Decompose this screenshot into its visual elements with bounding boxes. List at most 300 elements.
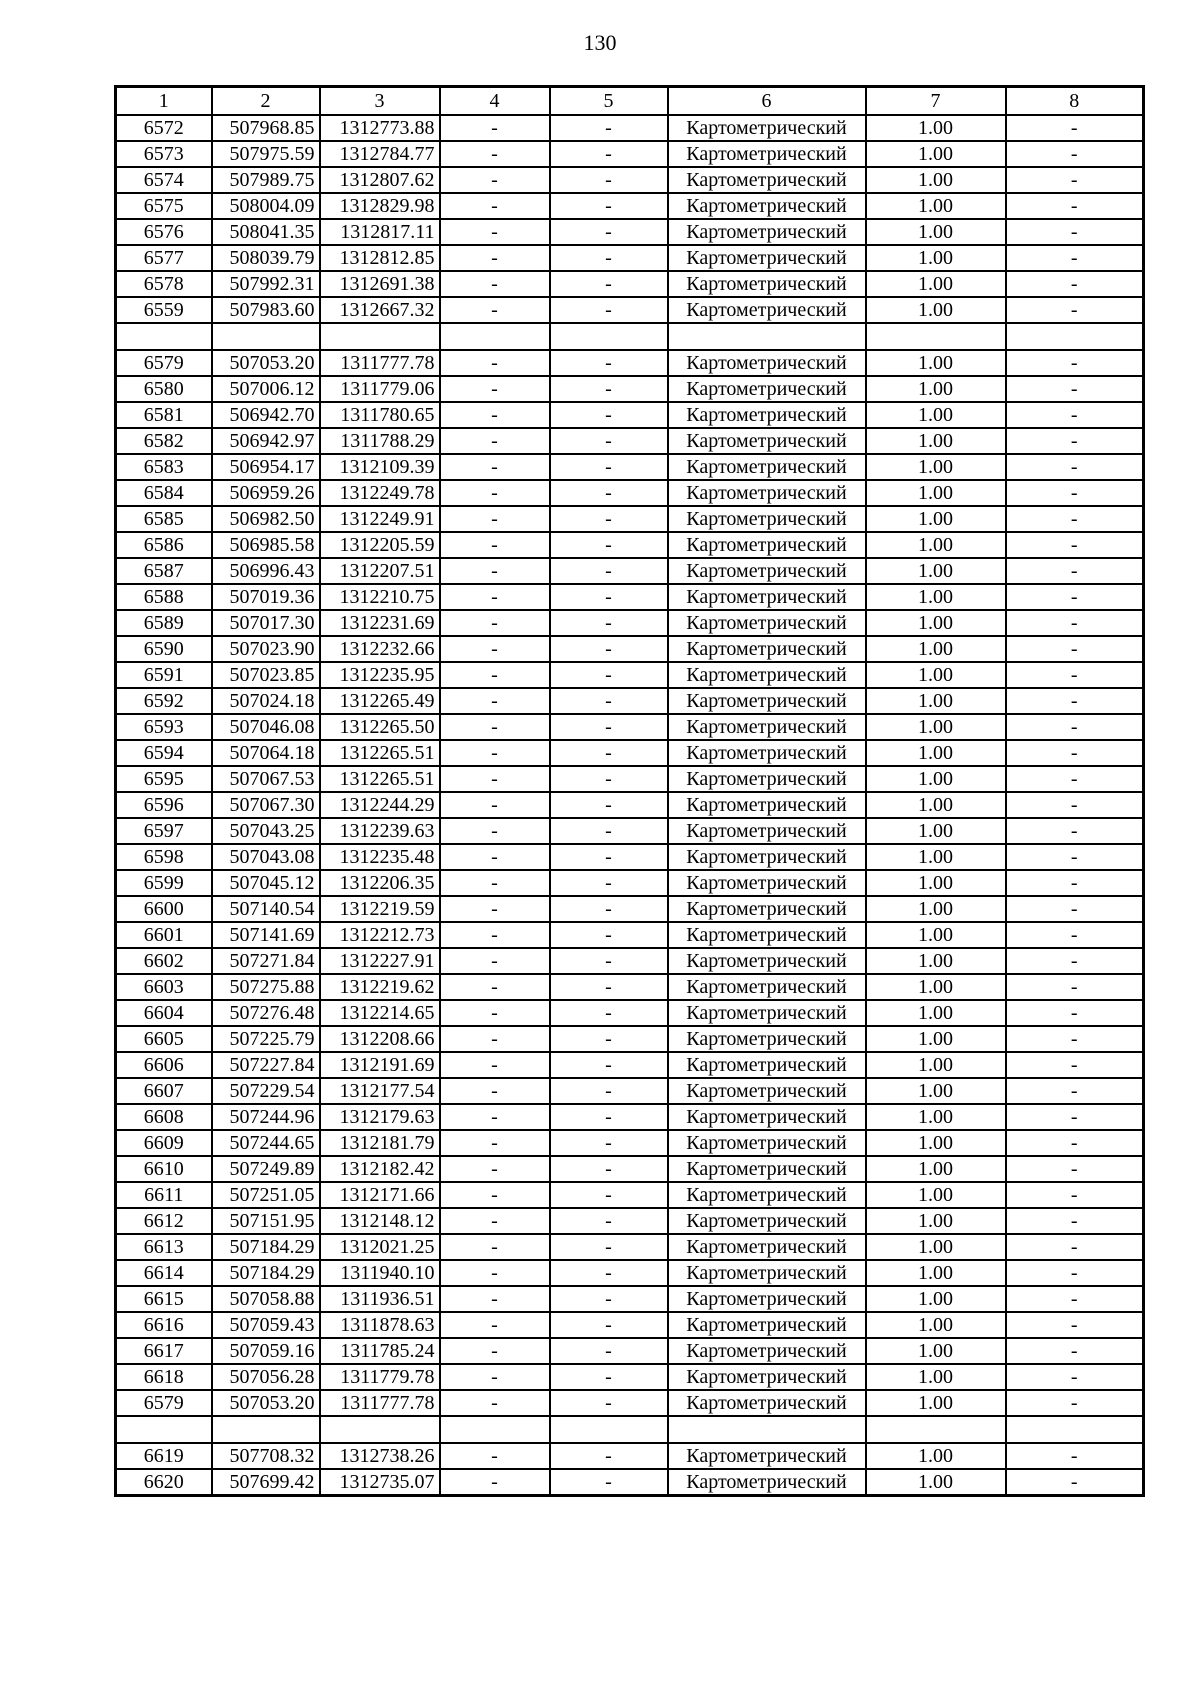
table-row [116, 636, 1144, 662]
col4-cell: - [440, 1234, 550, 1260]
point-number-cell: 6583 [116, 454, 212, 480]
method-cell: Картометрический [668, 1469, 866, 1496]
table-row [116, 323, 1144, 350]
method-cell: Картометрический [668, 688, 866, 714]
y-coordinate-cell: 1312265.51 [320, 766, 440, 792]
col8-cell: - [1006, 688, 1144, 714]
point-number-cell: 6574 [116, 167, 212, 193]
method-cell: Картометрический [668, 115, 866, 141]
table-row [116, 1104, 1144, 1130]
col5-cell: - [550, 558, 668, 584]
col4-cell: - [440, 1443, 550, 1469]
y-coordinate-cell: 1312239.63 [320, 818, 440, 844]
coordinates-table [114, 85, 1145, 1497]
x-coordinate-cell: 507989.75 [212, 167, 320, 193]
col5-cell: - [550, 167, 668, 193]
table-row [116, 193, 1144, 219]
x-coordinate-cell: 506942.97 [212, 428, 320, 454]
point-number-cell: 6616 [116, 1312, 212, 1338]
y-coordinate-cell: 1312205.59 [320, 532, 440, 558]
method-cell: Картометрический [668, 1443, 866, 1469]
col4-cell: - [440, 428, 550, 454]
col5-cell: - [550, 1469, 668, 1496]
point-number-cell: 6619 [116, 1443, 212, 1469]
y-coordinate-cell: 1312227.91 [320, 948, 440, 974]
y-coordinate-cell [320, 323, 440, 350]
y-coordinate-cell: 1311779.78 [320, 1364, 440, 1390]
col8-cell: - [1006, 271, 1144, 297]
x-coordinate-cell: 507225.79 [212, 1026, 320, 1052]
col4-cell: - [440, 740, 550, 766]
method-cell: Картометрический [668, 245, 866, 271]
col5-cell: - [550, 141, 668, 167]
col4-cell: - [440, 1286, 550, 1312]
point-number-cell: 6572 [116, 115, 212, 141]
method-cell: Картометрический [668, 454, 866, 480]
table-row [116, 167, 1144, 193]
header-cell: 8 [1006, 87, 1144, 116]
accuracy-cell: 1.00 [866, 1052, 1006, 1078]
col8-cell: - [1006, 610, 1144, 636]
col8-cell [1006, 1416, 1144, 1443]
accuracy-cell: 1.00 [866, 1026, 1006, 1052]
method-cell: Картометрический [668, 506, 866, 532]
y-coordinate-cell: 1312212.73 [320, 922, 440, 948]
col8-cell: - [1006, 141, 1144, 167]
method-cell: Картометрический [668, 558, 866, 584]
col8-cell: - [1006, 922, 1144, 948]
x-coordinate-cell: 507059.16 [212, 1338, 320, 1364]
point-number-cell: 6604 [116, 1000, 212, 1026]
col4-cell: - [440, 1052, 550, 1078]
y-coordinate-cell: 1312191.69 [320, 1052, 440, 1078]
col8-cell: - [1006, 870, 1144, 896]
col5-cell: - [550, 1026, 668, 1052]
accuracy-cell: 1.00 [866, 1000, 1006, 1026]
method-cell: Картометрический [668, 1260, 866, 1286]
x-coordinate-cell: 507023.85 [212, 662, 320, 688]
table-row [116, 558, 1144, 584]
point-number-cell: 6595 [116, 766, 212, 792]
col8-cell: - [1006, 1364, 1144, 1390]
method-cell: Картометрический [668, 219, 866, 245]
y-coordinate-cell: 1312109.39 [320, 454, 440, 480]
col5-cell: - [550, 1312, 668, 1338]
table-row [116, 1130, 1144, 1156]
x-coordinate-cell: 508004.09 [212, 193, 320, 219]
table-row [116, 1260, 1144, 1286]
col5-cell [550, 323, 668, 350]
accuracy-cell: 1.00 [866, 1156, 1006, 1182]
y-coordinate-cell: 1312208.66 [320, 1026, 440, 1052]
col5-cell: - [550, 115, 668, 141]
point-number-cell: 6596 [116, 792, 212, 818]
col5-cell: - [550, 506, 668, 532]
y-coordinate-cell: 1311779.06 [320, 376, 440, 402]
method-cell: Картометрический [668, 1156, 866, 1182]
x-coordinate-cell: 508039.79 [212, 245, 320, 271]
accuracy-cell: 1.00 [866, 350, 1006, 376]
point-number-cell: 6613 [116, 1234, 212, 1260]
method-cell: Картометрический [668, 662, 866, 688]
col4-cell: - [440, 1390, 550, 1416]
method-cell: Картометрический [668, 1026, 866, 1052]
table-row [116, 1312, 1144, 1338]
col8-cell: - [1006, 245, 1144, 271]
y-coordinate-cell: 1312817.11 [320, 219, 440, 245]
point-number-cell: 6580 [116, 376, 212, 402]
col8-cell: - [1006, 297, 1144, 323]
col8-cell: - [1006, 1000, 1144, 1026]
header-cell: 1 [116, 87, 212, 116]
point-number-cell: 6612 [116, 1208, 212, 1234]
col5-cell: - [550, 350, 668, 376]
col5-cell: - [550, 792, 668, 818]
col5-cell: - [550, 610, 668, 636]
y-coordinate-cell: 1311878.63 [320, 1312, 440, 1338]
x-coordinate-cell: 507017.30 [212, 610, 320, 636]
header-cell: 3 [320, 87, 440, 116]
table-row [116, 844, 1144, 870]
method-cell: Картометрический [668, 141, 866, 167]
col4-cell: - [440, 584, 550, 610]
col4-cell: - [440, 480, 550, 506]
point-number-cell: 6559 [116, 297, 212, 323]
col5-cell: - [550, 402, 668, 428]
accuracy-cell: 1.00 [866, 1364, 1006, 1390]
method-cell: Картометрический [668, 1130, 866, 1156]
table-row [116, 376, 1144, 402]
accuracy-cell: 1.00 [866, 1182, 1006, 1208]
page-number: 130 [583, 30, 617, 55]
point-number-cell [116, 1416, 212, 1443]
col8-cell: - [1006, 506, 1144, 532]
point-number-cell: 6588 [116, 584, 212, 610]
method-cell [668, 323, 866, 350]
col8-cell: - [1006, 1156, 1144, 1182]
col8-cell: - [1006, 818, 1144, 844]
col4-cell: - [440, 1078, 550, 1104]
accuracy-cell: 1.00 [866, 948, 1006, 974]
y-coordinate-cell: 1312265.50 [320, 714, 440, 740]
method-cell: Картометрический [668, 193, 866, 219]
col4-cell: - [440, 766, 550, 792]
x-coordinate-cell: 507043.25 [212, 818, 320, 844]
y-coordinate-cell: 1312171.66 [320, 1182, 440, 1208]
x-coordinate-cell: 507053.20 [212, 350, 320, 376]
accuracy-cell: 1.00 [866, 1260, 1006, 1286]
method-cell: Картометрический [668, 1078, 866, 1104]
point-number-cell: 6576 [116, 219, 212, 245]
y-coordinate-cell: 1312667.32 [320, 297, 440, 323]
method-cell [668, 1416, 866, 1443]
point-number-cell: 6614 [116, 1260, 212, 1286]
y-coordinate-cell: 1312773.88 [320, 115, 440, 141]
point-number-cell: 6608 [116, 1104, 212, 1130]
method-cell: Картометрический [668, 948, 866, 974]
col4-cell: - [440, 688, 550, 714]
table-body [116, 115, 1144, 1496]
table-row [116, 740, 1144, 766]
col5-cell: - [550, 1443, 668, 1469]
accuracy-cell: 1.00 [866, 662, 1006, 688]
method-cell: Картометрический [668, 350, 866, 376]
col8-cell: - [1006, 1260, 1144, 1286]
accuracy-cell: 1.00 [866, 896, 1006, 922]
method-cell: Картометрический [668, 1182, 866, 1208]
table-header-row [116, 87, 1144, 116]
y-coordinate-cell: 1312249.91 [320, 506, 440, 532]
accuracy-cell: 1.00 [866, 1312, 1006, 1338]
y-coordinate-cell: 1312231.69 [320, 610, 440, 636]
x-coordinate-cell: 507271.84 [212, 948, 320, 974]
x-coordinate-cell: 506996.43 [212, 558, 320, 584]
col5-cell: - [550, 1338, 668, 1364]
col8-cell: - [1006, 792, 1144, 818]
col5-cell: - [550, 1208, 668, 1234]
point-number-cell: 6584 [116, 480, 212, 506]
table-row [116, 1156, 1144, 1182]
table-row [116, 1416, 1144, 1443]
table-row [116, 1443, 1144, 1469]
col4-cell: - [440, 1469, 550, 1496]
x-coordinate-cell: 507229.54 [212, 1078, 320, 1104]
col5-cell: - [550, 662, 668, 688]
col5-cell: - [550, 193, 668, 219]
point-number-cell: 6587 [116, 558, 212, 584]
col8-cell: - [1006, 740, 1144, 766]
col8-cell: - [1006, 974, 1144, 1000]
y-coordinate-cell: 1312148.12 [320, 1208, 440, 1234]
point-number-cell: 6610 [116, 1156, 212, 1182]
col5-cell: - [550, 271, 668, 297]
accuracy-cell: 1.00 [866, 1443, 1006, 1469]
y-coordinate-cell: 1311777.78 [320, 1390, 440, 1416]
col4-cell: - [440, 714, 550, 740]
col4-cell: - [440, 818, 550, 844]
col5-cell: - [550, 740, 668, 766]
col8-cell: - [1006, 532, 1144, 558]
y-coordinate-cell: 1312210.75 [320, 584, 440, 610]
col8-cell: - [1006, 219, 1144, 245]
col4-cell: - [440, 1260, 550, 1286]
table-row [116, 1364, 1144, 1390]
accuracy-cell: 1.00 [866, 454, 1006, 480]
method-cell: Картометрический [668, 974, 866, 1000]
col4-cell: - [440, 1000, 550, 1026]
col5-cell: - [550, 454, 668, 480]
method-cell: Картометрический [668, 584, 866, 610]
accuracy-cell: 1.00 [866, 740, 1006, 766]
accuracy-cell: 1.00 [866, 115, 1006, 141]
method-cell: Картометрический [668, 297, 866, 323]
table-row [116, 454, 1144, 480]
col5-cell: - [550, 1000, 668, 1026]
col8-cell: - [1006, 428, 1144, 454]
method-cell: Картометрический [668, 1208, 866, 1234]
accuracy-cell: 1.00 [866, 792, 1006, 818]
table-row [116, 271, 1144, 297]
table-row [116, 896, 1144, 922]
accuracy-cell: 1.00 [866, 714, 1006, 740]
point-number-cell: 6581 [116, 402, 212, 428]
y-coordinate-cell: 1312807.62 [320, 167, 440, 193]
accuracy-cell: 1.00 [866, 1338, 1006, 1364]
point-number-cell: 6578 [116, 271, 212, 297]
accuracy-cell: 1.00 [866, 428, 1006, 454]
col8-cell: - [1006, 1469, 1144, 1496]
y-coordinate-cell: 1312812.85 [320, 245, 440, 271]
table-row [116, 1234, 1144, 1260]
method-cell: Картометрический [668, 1234, 866, 1260]
col8-cell: - [1006, 167, 1144, 193]
col5-cell: - [550, 1078, 668, 1104]
y-coordinate-cell: 1312179.63 [320, 1104, 440, 1130]
x-coordinate-cell: 507023.90 [212, 636, 320, 662]
method-cell: Картометрический [668, 376, 866, 402]
accuracy-cell: 1.00 [866, 766, 1006, 792]
accuracy-cell: 1.00 [866, 1390, 1006, 1416]
accuracy-cell: 1.00 [866, 1234, 1006, 1260]
accuracy-cell: 1.00 [866, 870, 1006, 896]
col5-cell: - [550, 870, 668, 896]
accuracy-cell: 1.00 [866, 480, 1006, 506]
point-number-cell: 6601 [116, 922, 212, 948]
table-row [116, 922, 1144, 948]
col8-cell: - [1006, 1078, 1144, 1104]
col8-cell: - [1006, 1052, 1144, 1078]
point-number-cell: 6607 [116, 1078, 212, 1104]
col4-cell: - [440, 610, 550, 636]
y-coordinate-cell: 1312219.59 [320, 896, 440, 922]
point-number-cell: 6597 [116, 818, 212, 844]
point-number-cell: 6618 [116, 1364, 212, 1390]
table-row [116, 1390, 1144, 1416]
accuracy-cell: 1.00 [866, 376, 1006, 402]
table-row [116, 350, 1144, 376]
table-row [116, 662, 1144, 688]
point-number-cell: 6575 [116, 193, 212, 219]
col5-cell: - [550, 219, 668, 245]
accuracy-cell: 1.00 [866, 402, 1006, 428]
accuracy-cell: 1.00 [866, 1208, 1006, 1234]
col5-cell: - [550, 1390, 668, 1416]
table-row [116, 714, 1144, 740]
x-coordinate-cell: 507024.18 [212, 688, 320, 714]
col4-cell: - [440, 1104, 550, 1130]
x-coordinate-cell [212, 323, 320, 350]
col8-cell: - [1006, 402, 1144, 428]
col4-cell: - [440, 1182, 550, 1208]
col4-cell: - [440, 974, 550, 1000]
x-coordinate-cell: 507227.84 [212, 1052, 320, 1078]
col8-cell: - [1006, 1208, 1144, 1234]
accuracy-cell: 1.00 [866, 297, 1006, 323]
col8-cell: - [1006, 1104, 1144, 1130]
col8-cell: - [1006, 1390, 1144, 1416]
table-row [116, 297, 1144, 323]
point-number-cell: 6589 [116, 610, 212, 636]
col4-cell [440, 323, 550, 350]
y-coordinate-cell: 1312235.95 [320, 662, 440, 688]
x-coordinate-cell: 507058.88 [212, 1286, 320, 1312]
method-cell: Картометрический [668, 1286, 866, 1312]
y-coordinate-cell: 1311777.78 [320, 350, 440, 376]
x-coordinate-cell: 507056.28 [212, 1364, 320, 1390]
col4-cell: - [440, 558, 550, 584]
y-coordinate-cell: 1312207.51 [320, 558, 440, 584]
y-coordinate-cell: 1312182.42 [320, 1156, 440, 1182]
x-coordinate-cell: 507184.29 [212, 1234, 320, 1260]
col8-cell: - [1006, 115, 1144, 141]
table-row [116, 584, 1144, 610]
accuracy-cell [866, 1416, 1006, 1443]
col4-cell: - [440, 1130, 550, 1156]
y-coordinate-cell: 1312784.77 [320, 141, 440, 167]
point-number-cell [116, 323, 212, 350]
col4-cell: - [440, 1364, 550, 1390]
y-coordinate-cell: 1312219.62 [320, 974, 440, 1000]
table-row [116, 1286, 1144, 1312]
accuracy-cell: 1.00 [866, 506, 1006, 532]
col5-cell: - [550, 376, 668, 402]
x-coordinate-cell: 506954.17 [212, 454, 320, 480]
accuracy-cell: 1.00 [866, 974, 1006, 1000]
x-coordinate-cell: 507006.12 [212, 376, 320, 402]
col5-cell: - [550, 766, 668, 792]
col8-cell: - [1006, 1286, 1144, 1312]
point-number-cell: 6598 [116, 844, 212, 870]
x-coordinate-cell: 507275.88 [212, 974, 320, 1000]
header-cell: 4 [440, 87, 550, 116]
method-cell: Картометрический [668, 402, 866, 428]
accuracy-cell: 1.00 [866, 1104, 1006, 1130]
x-coordinate-cell: 506985.58 [212, 532, 320, 558]
header-cell: 5 [550, 87, 668, 116]
col5-cell: - [550, 1104, 668, 1130]
col8-cell: - [1006, 193, 1144, 219]
col5-cell: - [550, 922, 668, 948]
col8-cell: - [1006, 662, 1144, 688]
table-row [116, 818, 1144, 844]
col5-cell: - [550, 948, 668, 974]
x-coordinate-cell: 507151.95 [212, 1208, 320, 1234]
point-number-cell: 6592 [116, 688, 212, 714]
col4-cell: - [440, 115, 550, 141]
point-number-cell: 6620 [116, 1469, 212, 1496]
accuracy-cell: 1.00 [866, 844, 1006, 870]
col4-cell: - [440, 1156, 550, 1182]
x-coordinate-cell: 507708.32 [212, 1443, 320, 1469]
col4-cell: - [440, 948, 550, 974]
method-cell: Картометрический [668, 532, 866, 558]
accuracy-cell: 1.00 [866, 558, 1006, 584]
y-coordinate-cell: 1312214.65 [320, 1000, 440, 1026]
x-coordinate-cell: 507276.48 [212, 1000, 320, 1026]
method-cell: Картометрический [668, 1104, 866, 1130]
col5-cell: - [550, 636, 668, 662]
col8-cell: - [1006, 1182, 1144, 1208]
accuracy-cell: 1.00 [866, 636, 1006, 662]
y-coordinate-cell: 1312177.54 [320, 1078, 440, 1104]
point-number-cell: 6603 [116, 974, 212, 1000]
table-row [116, 1026, 1144, 1052]
y-coordinate-cell: 1311940.10 [320, 1260, 440, 1286]
method-cell: Картометрический [668, 1052, 866, 1078]
table-row [116, 245, 1144, 271]
y-coordinate-cell: 1312021.25 [320, 1234, 440, 1260]
col5-cell: - [550, 1286, 668, 1312]
